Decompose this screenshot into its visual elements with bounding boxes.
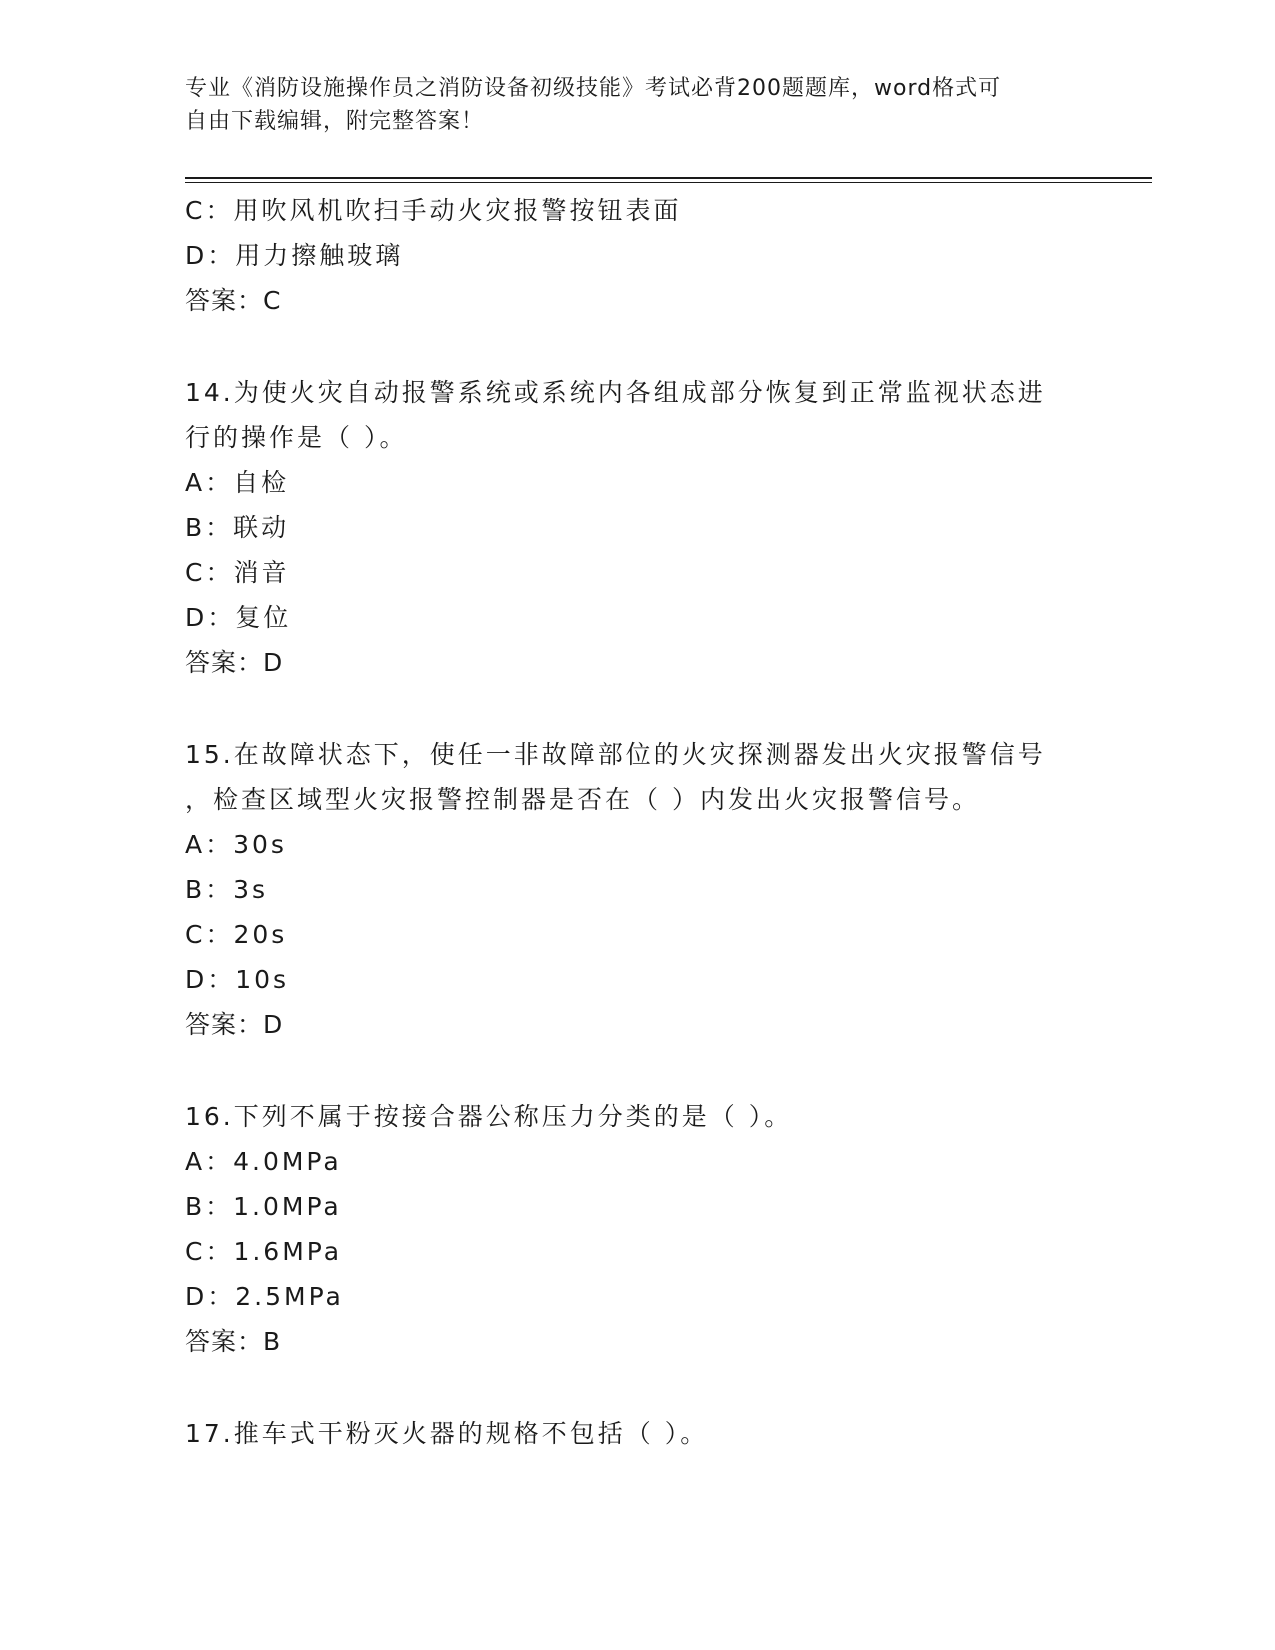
option-b: B：联动 [185, 513, 290, 542]
answer: 答案：D [185, 1010, 284, 1039]
option-d: D：用力擦触玻璃 [185, 241, 404, 270]
option-a: A：自检 [185, 468, 290, 497]
header-divider [185, 177, 1152, 179]
question-stem-line-1: 17.推车式干粉灭火器的规格不包括（ ）。 [185, 1419, 709, 1448]
header-line-1: 专业《消防设施操作员之消防设备初级技能》考试必背200题题库，word格式可 [185, 76, 1002, 101]
answer: 答案：B [185, 1327, 282, 1356]
option-c: C：用吹风机吹扫手动火灾报警按钮表面 [185, 196, 682, 225]
question-15 [185, 732, 1085, 1047]
option-d: D：10s [185, 965, 290, 994]
header-divider-thin [185, 182, 1152, 183]
document-header [185, 72, 1065, 138]
question-17 [185, 1411, 1085, 1456]
option-c: C：20s [185, 920, 288, 949]
question-14 [185, 370, 1085, 685]
answer: 答案：C [185, 286, 282, 315]
question-stem-line-2: ，检查区域型火灾报警控制器是否在（ ）内发出火灾报警信号。 [185, 785, 980, 814]
question-stem-line-1: 14.为使火灾自动报警系统或系统内各组成部分恢复到正常监视状态进 [185, 378, 1046, 407]
option-d: D：2.5MPa [185, 1282, 344, 1311]
question-stem-line-2: 行的操作是（ ）。 [185, 423, 408, 452]
option-a: A：4.0MPa [185, 1147, 342, 1176]
option-c: C：消音 [185, 558, 290, 587]
question-list [185, 188, 1085, 1456]
option-a: A：30s [185, 830, 287, 859]
header-line-2: 自由下载编辑，附完整答案！ [185, 109, 485, 134]
question-13 [185, 188, 1085, 323]
option-d: D：复位 [185, 603, 292, 632]
question-stem-line-1: 16.下列不属于按接合器公称压力分类的是（ ）。 [185, 1102, 793, 1131]
option-c: C：1.6MPa [185, 1237, 343, 1266]
question-16 [185, 1094, 1085, 1364]
answer: 答案：D [185, 648, 284, 677]
option-b: B：1.0MPa [185, 1192, 342, 1221]
question-stem-line-1: 15.在故障状态下，使任一非故障部位的火灾探测器发出火灾报警信号 [185, 740, 1046, 769]
option-b: B：3s [185, 875, 269, 904]
